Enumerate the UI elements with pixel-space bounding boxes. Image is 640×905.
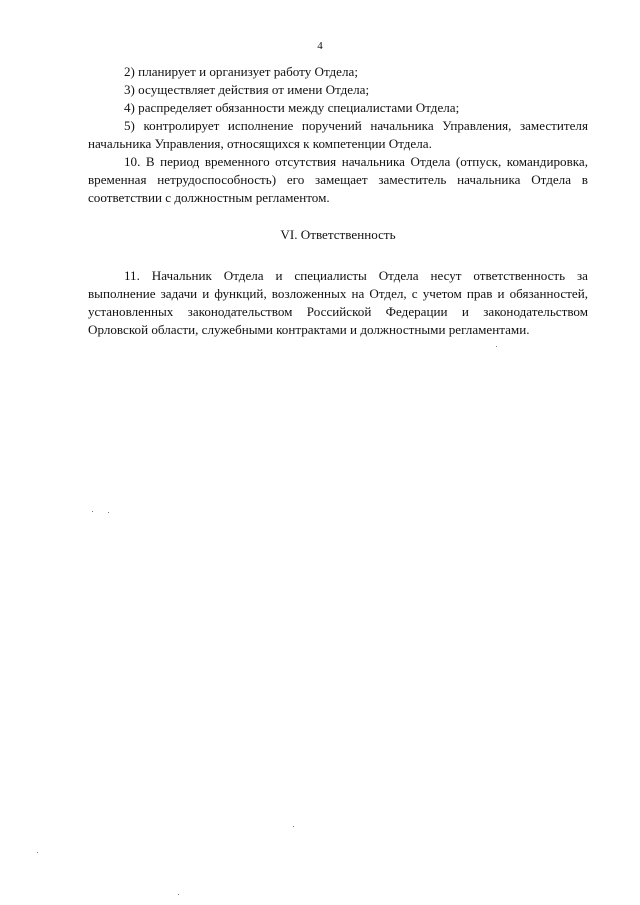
list-item-5: 5) контролирует исполнение поручений начальника Управления, заместителя начальника Управления, относящихся к компетенции Отдела. <box>88 118 588 151</box>
list-item-4: 4) распределяет обязанности между специалистами Отдела; <box>124 100 460 115</box>
clause-11: 11. Начальник Отдела и специалисты Отдела несут ответственность за выполнение задачи и функций, возложенных на Отдел, с учетом прав и обязанностей, установленных законодательством Российской Федерации и законодательством Орловской области, служебными контрактами и должностными регламентами. <box>88 268 588 337</box>
scan-speck <box>37 852 38 853</box>
scan-speck <box>178 894 179 895</box>
scan-speck <box>92 511 93 512</box>
clause-10: 10. В период временного отсутствия начальника Отдела (отпуск, командировка, временная нетрудоспособность) его замещает заместитель начальника Отдела в соответствии с должностным регламентом. <box>88 154 588 205</box>
section-heading: VI. Ответственность <box>280 227 396 242</box>
document-body <box>88 63 588 339</box>
page-number: 4 <box>317 40 323 52</box>
scan-speck <box>496 346 497 347</box>
scan-speck <box>293 826 294 827</box>
list-item-3: 3) осуществляет действия от имени Отдела; <box>124 82 370 97</box>
list-item-2: 2) планирует и организует работу Отдела; <box>124 64 358 79</box>
scan-speck <box>108 512 109 513</box>
